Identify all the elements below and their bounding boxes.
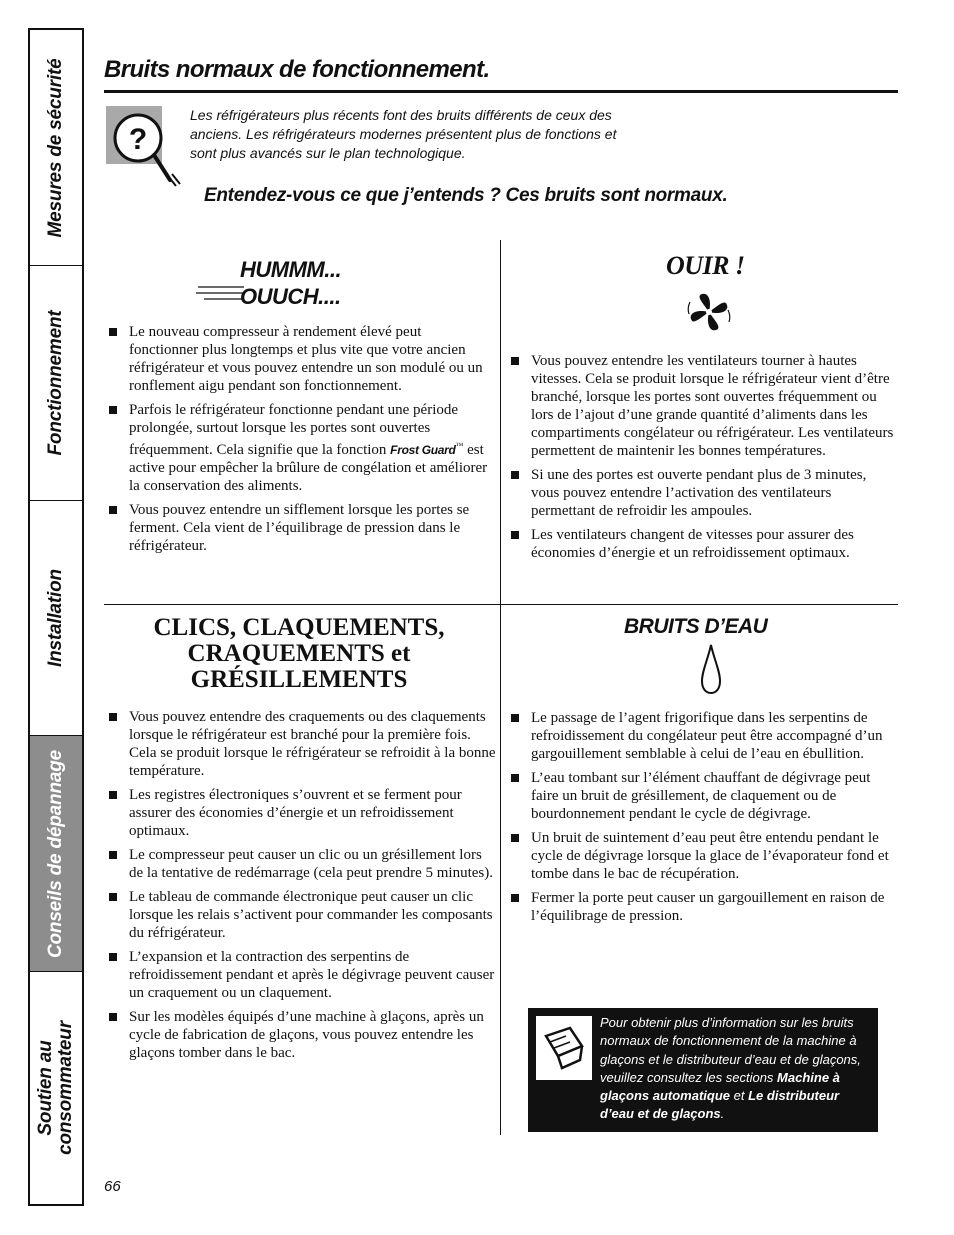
hummm-heading: HUMMM... OUUCH.... [240, 257, 342, 309]
ouir-list [508, 352, 894, 568]
list-item: Vous pouvez entendre des craquements ou des claquements lorsque le réfrigérateur est branché pour la première fois. Cela se produit lorsque le réfrigérateur se refroidit à la bonne température. [106, 708, 496, 780]
list-item: Fermer la porte peut causer un gargouillement en raison de l’équilibrage de pression. [508, 889, 898, 925]
tab-mesures-de-securite[interactable] [30, 30, 82, 266]
water-drop-icon [700, 643, 722, 700]
tab-installation[interactable] [30, 501, 82, 736]
section-tabs [28, 28, 84, 1206]
hummm-list [106, 323, 492, 561]
list-item: Vous pouvez entendre un sifflement lorsque les portes se ferment. Cela vient de l’équilibrage de pression dans le réfrigérateur. [106, 501, 492, 555]
tab-label: Conseils de dépannage [45, 749, 66, 958]
info-note-text: Pour obtenir plus d’information sur les bruits normaux de fonctionnement de la machine à glaçons et le distributeur d’eau et de glaçons, veuillez consultez les sections Machine à glaçons automatique et Le distributeur d’eau et de glaçons. [600, 1015, 861, 1122]
motion-lines-icon [196, 284, 246, 304]
list-item: Les ventilateurs changent de vitesses pour assurer des économies d’énergie et un refroidissement optimaux. [508, 526, 894, 562]
link-machine-a-glacons[interactable]: Machine à glaçons automatique [600, 1069, 840, 1104]
list-item: Vous pouvez entendre les ventilateurs tourner à hautes vitesses. Cela se produit lorsque le réfrigérateur vient d’être branché, lorsque les portes sont ouvertes fréquemment ou lors de l’ajout d’une grande quantité d’aliments dans les compartiments congélateur ou réfrigérateur. Les ventilateurs permettent de maintenir les bonnes températures. [508, 352, 894, 460]
subheading: Entendez-vous ce que j’entends ? Ces bruits sont normaux. [204, 185, 728, 206]
fan-icon [684, 288, 734, 341]
tab-label: Fonctionnement [45, 310, 66, 456]
tab-label: Soutien au consommateur [35, 1021, 76, 1155]
row-divider [104, 604, 898, 605]
list-item: Parfois le réfrigérateur fonctionne pendant une période prolongée, surtout lorsque les portes sont ouvertes fréquemment. Cela signifie que la fonction Frost Guard™ est active pour empêcher la brûlure de congélation et améliorer la conservation des aliments. [106, 401, 492, 495]
page-title: Bruits normaux de fonctionnement. [104, 56, 490, 83]
list-item: Si une des portes est ouverte pendant plus de 3 minutes, vous pouvez entendre l’activation des ventilateurs permettant de refroidir les ampoules. [508, 466, 894, 520]
eau-heading: BRUITS D’EAU [624, 615, 768, 638]
tab-soutien-au-consommateur[interactable] [30, 972, 82, 1204]
list-item: L’expansion et la contraction des serpentins de refroidissement pendant et après le dégivrage peuvent causer un craquement ou un claquement. [106, 948, 496, 1002]
eau-list [508, 709, 898, 931]
tab-conseils-de-depannage[interactable] [30, 736, 82, 972]
list-item: Sur les modèles équipés d’une machine à glaçons, après un cycle de fabrication de glaçons, vous pouvez entendre les glaçons tomber dans le bac. [106, 1008, 496, 1062]
title-rule [104, 90, 898, 93]
svg-text:?: ? [128, 123, 148, 156]
tab-label: Installation [45, 569, 66, 667]
list-item: Le tableau de commande électronique peut causer un clic lorsque les relais s’activent pour commander les composants du réfrigérateur. [106, 888, 496, 942]
brand-name: Frost Guard [390, 443, 456, 457]
link-distributeur[interactable]: Le distributeur d’eau et de glaçons [600, 1088, 840, 1122]
list-item: Les registres électroniques s’ouvrent et se ferment pour assurer des économies d’énergie et un refroidissement optimaux. [106, 786, 496, 840]
tab-fonctionnement[interactable] [30, 266, 82, 501]
list-item: Le passage de l’agent frigorifique dans les serpentins de refroidissement du congélateur peut être accompagné d’un gargouillement semblable à celui de l’eau en ébullition. [508, 709, 898, 763]
intro-text: Les réfrigérateurs plus récents font des bruits différents de ceux des anciens. Les réfrigérateurs modernes présentent plus de fonctions et sont plus avancés sur le plan technologique. [190, 107, 617, 161]
column-divider [500, 240, 501, 1135]
info-note-box [528, 1008, 878, 1132]
clics-list [106, 708, 496, 1068]
list-item: Un bruit de suintement d’eau peut être entendu pendant le cycle de dégivrage lorsque la glace de l’évaporateur fond et tombe dans le bac de récupération. [508, 829, 898, 883]
magnifier-question-icon [106, 106, 162, 164]
list-item: L’eau tombant sur l’élément chauffant de dégivrage peut faire un bruit de grésillement, de claquement ou de bourdonnement pendant le cycle de dégivrage. [508, 769, 898, 823]
hummm-heading-lines [196, 284, 246, 309]
tab-label: Mesures de sécurité [45, 58, 66, 237]
page-number: 66 [104, 1178, 121, 1195]
clics-heading: CLICS, CLAQUEMENTS, CRAQUEMENTS et GRÉSILLEMENTS [153, 614, 445, 693]
ouir-heading: OUIR ! [666, 251, 745, 280]
list-item: Le nouveau compresseur à rendement élevé peut fonctionner plus longtemps et plus vite que votre ancien réfrigérateur et vous pouvez entendre un son modulé ou un ronflement aigu pendant son fonctionnement. [106, 323, 492, 395]
ice-maker-book-icon [536, 1016, 592, 1080]
list-item: Le compresseur peut causer un clic ou un grésillement lors de la tentative de redémarrage (cela peut prendre 5 minutes). [106, 846, 496, 882]
